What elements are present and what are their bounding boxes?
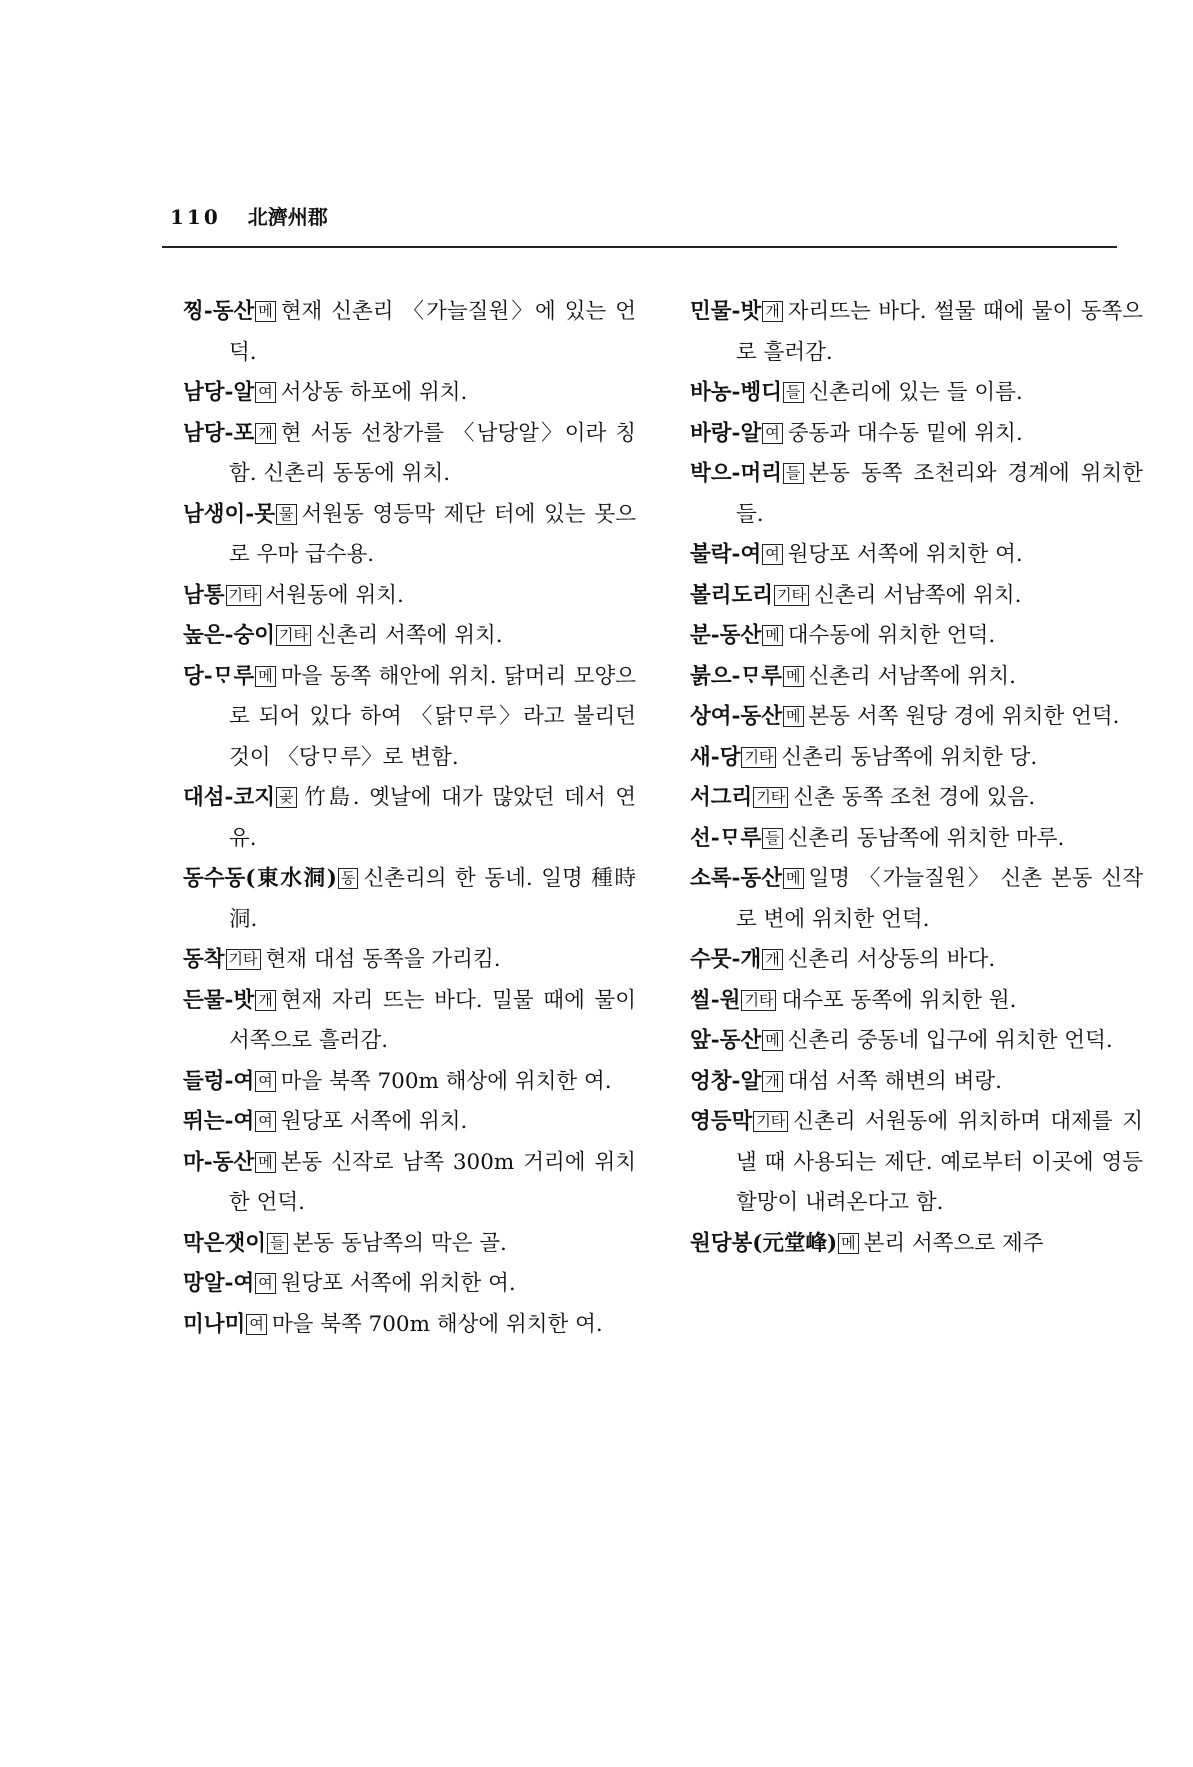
dictionary-entry xyxy=(183,1062,636,1103)
entry-category-tag: 여 xyxy=(255,1273,276,1294)
entry-headword: 영등막 xyxy=(690,1109,753,1134)
entry-definition: 현재 대섬 동쪽을 가리킴. xyxy=(265,947,501,972)
dictionary-entry xyxy=(690,535,1143,576)
entry-definition: 신촌리 동남쪽에 위치한 마루. xyxy=(787,825,1065,851)
entry-definition: 마을 동쪽 해안에 위치. 닭머리 모양으로 되어 있다 하여 〈닭ᄆᆞ루〉라고 불리던 것이 〈당ᄆᆞ루〉로 변함. xyxy=(229,663,636,770)
entry-category-tag: 들 xyxy=(783,463,804,484)
entry-definition: 서원동에 위치. xyxy=(265,582,404,608)
entry-definition: 대수포 동쪽에 위치한 원. xyxy=(781,987,1017,1013)
dictionary-entry xyxy=(183,940,636,981)
dictionary-entry xyxy=(690,819,1143,860)
entry-definition: 본동 신작로 남쪽 300m 거리에 위치한 언덕. xyxy=(229,1149,636,1215)
entry-category-tag: 들 xyxy=(783,382,804,403)
entry-category-tag: 곶 xyxy=(276,787,297,808)
entry-category-tag: 메 xyxy=(838,1233,859,1254)
entry-category-tag: 개 xyxy=(762,301,783,322)
entry-definition: 신촌리에 있는 들 이름. xyxy=(808,380,1023,405)
entry-headword: 동착 xyxy=(183,947,225,972)
entry-headword: 막은잿이 xyxy=(183,1230,267,1256)
entry-definition: 현 서동 선창가를 〈남당알〉이라 칭함. 신촌리 동동에 위치. xyxy=(229,420,636,486)
entry-category-tag: 메 xyxy=(255,1152,276,1173)
entry-definition: 원당포 서쪽에 위치한 여. xyxy=(280,1271,516,1296)
dictionary-entry xyxy=(183,495,636,576)
entry-headword: 소록-동산 xyxy=(690,866,782,891)
entry-category-tag: 여 xyxy=(246,1314,267,1335)
entry-headword: 분-동산 xyxy=(690,623,762,648)
entry-definition: 본동 동쪽 조천리와 경계에 위치한 들. xyxy=(736,461,1143,527)
entry-definition: 일명 〈가늘질원〉 신촌 본동 신작로 변에 위치한 언덕. xyxy=(736,866,1143,932)
dictionary-entry xyxy=(183,657,636,779)
entry-category-tag: 여 xyxy=(255,382,276,403)
entry-headword: 남당-포 xyxy=(183,420,255,446)
entry-category-tag: 기타 xyxy=(741,747,776,768)
entry-definition: 신촌리 서쪽에 위치. xyxy=(315,623,503,648)
entry-category-tag: 기타 xyxy=(276,625,311,646)
entry-category-tag: 기타 xyxy=(741,990,776,1011)
entry-definition: 마을 북쪽 700m 해상에 위치한 여. xyxy=(271,1311,603,1337)
entry-headword: 찡-동산 xyxy=(183,299,255,324)
entry-definition: 신촌리 서남쪽에 위치. xyxy=(814,582,1022,608)
dictionary-entry xyxy=(690,738,1143,779)
dictionary-entry xyxy=(690,940,1143,981)
entry-definition: 자리뜨는 바다. 썰물 때에 물이 동쪽으로 흘러감. xyxy=(736,299,1143,365)
dictionary-entry xyxy=(690,454,1143,535)
entry-headword: 든물-밧 xyxy=(183,987,255,1013)
entry-headword: 남당-알 xyxy=(183,380,255,405)
dictionary-entry xyxy=(183,373,636,414)
entry-definition: 신촌리 서남쪽에 위치. xyxy=(808,663,1016,689)
entry-definition: 본동 동남쪽의 막은 골. xyxy=(292,1230,507,1256)
entry-headword: 당-ᄆᆞ루 xyxy=(183,663,255,689)
entry-headword: 미나미 xyxy=(183,1311,246,1337)
dictionary-entry xyxy=(690,657,1143,698)
entry-definition: 신촌 동쪽 조천 경에 있음. xyxy=(793,785,1036,810)
dictionary-entry xyxy=(690,292,1143,373)
entry-headword: 바랑-알 xyxy=(690,420,762,446)
entry-category-tag: 메 xyxy=(783,706,804,727)
dictionary-entry xyxy=(690,373,1143,414)
dictionary-entry xyxy=(690,981,1143,1022)
entry-definition: 竹島. 옛날에 대가 많았던 데서 연유. xyxy=(229,785,636,851)
entry-definition: 대수동에 위치한 언덕. xyxy=(787,623,996,648)
entry-category-tag: 메 xyxy=(783,666,804,687)
page-title: 北濟州郡 xyxy=(247,205,328,229)
dictionary-entry xyxy=(183,1305,636,1346)
entry-category-tag: 여 xyxy=(255,1111,276,1132)
entry-definition: 중동과 대수동 밑에 위치. xyxy=(787,420,1023,446)
entry-headword: 대섬-코지 xyxy=(183,785,275,810)
dictionary-entry xyxy=(183,576,636,617)
entry-definition: 원당포 서쪽에 위치한 여. xyxy=(787,542,1023,567)
dictionary-entry xyxy=(183,292,636,373)
dictionary-entry xyxy=(690,1021,1143,1062)
dictionary-entry xyxy=(183,981,636,1062)
dictionary-entry xyxy=(690,1062,1143,1103)
entry-headword: 높은-숭이 xyxy=(183,623,275,648)
dictionary-entry xyxy=(690,1102,1143,1224)
dictionary-entry xyxy=(690,697,1143,738)
entry-headword: 바농-벵디 xyxy=(690,380,782,405)
entry-headword: 씰-원 xyxy=(690,987,741,1013)
dictionary-entry xyxy=(183,778,636,859)
entry-definition: 현재 신촌리 〈가늘질원〉에 있는 언덕. xyxy=(229,299,636,365)
entry-category-tag: 들 xyxy=(762,828,783,849)
dictionary-entry xyxy=(690,414,1143,455)
entry-definition: 현재 자리 뜨는 바다. 밀물 때에 물이 서쪽으로 흘러감. xyxy=(229,987,636,1053)
entry-headword: 동수동(東水洞) xyxy=(183,866,337,891)
dictionary-entry xyxy=(690,778,1143,819)
entry-headword: 붉으-ᄆᆞ루 xyxy=(690,663,782,689)
entry-category-tag: 기타 xyxy=(226,949,261,970)
entry-definition: 대섬 서쪽 해변의 벼랑. xyxy=(787,1068,1002,1094)
entry-category-tag: 동 xyxy=(338,868,359,889)
entry-headword: 망알-여 xyxy=(183,1271,255,1296)
entry-headword: 선-ᄆᆞ루 xyxy=(690,825,762,851)
entry-category-tag: 여 xyxy=(762,423,783,444)
entry-category-tag: 기타 xyxy=(753,1111,788,1132)
entry-headword: 남통 xyxy=(183,582,225,608)
dictionary-entry xyxy=(183,1264,636,1305)
entry-definition: 신촌리 서원동에 위치하며 대제를 지낼 때 사용되는 제단. 예로부터 이곳에 영등할망이 내려온다고 함. xyxy=(736,1109,1143,1215)
entry-definition: 마을 북쪽 700m 해상에 위치한 여. xyxy=(280,1068,612,1094)
entry-category-tag: 개 xyxy=(762,949,783,970)
page-number: 110 xyxy=(170,205,221,229)
dictionary-entry xyxy=(183,1102,636,1143)
entry-definition: 신촌리 동남쪽에 위치한 당. xyxy=(781,744,1038,770)
entry-headword: 볼리도리 xyxy=(690,582,774,608)
entry-definition: 신촌리 서상동의 바다. xyxy=(787,947,996,972)
entry-headword: 들렁-여 xyxy=(183,1068,255,1094)
dictionary-entry xyxy=(183,1224,636,1265)
entry-category-tag: 개 xyxy=(255,423,276,444)
left-column xyxy=(183,292,636,1345)
entry-definition: 본리 서쪽으로 제주 xyxy=(863,1230,1044,1256)
entry-category-tag: 기타 xyxy=(753,787,788,808)
entry-headword: 불락-여 xyxy=(690,542,762,567)
entry-headword: 서그리 xyxy=(690,785,753,810)
entry-headword: 엉창-알 xyxy=(690,1068,762,1094)
dictionary-entry xyxy=(183,1143,636,1224)
entry-headword: 원당봉(元堂峰) xyxy=(690,1230,838,1256)
entry-category-tag: 여 xyxy=(762,544,783,565)
entry-definition: 본동 서쪽 원당 경에 위치한 언덕. xyxy=(808,704,1120,729)
entry-category-tag: 개 xyxy=(255,990,276,1011)
entry-headword: 상여-동산 xyxy=(690,704,782,729)
entry-headword: 민물-밧 xyxy=(690,299,762,324)
entry-category-tag: 개 xyxy=(762,1071,783,1092)
entry-headword: 새-당 xyxy=(690,744,741,770)
entry-definition: 서상동 하포에 위치. xyxy=(280,380,468,405)
entry-category-tag: 기타 xyxy=(774,585,809,606)
entry-definition: 신촌리의 한 동네. 일명 種時洞. xyxy=(229,866,637,932)
entry-category-tag: 들 xyxy=(267,1233,288,1254)
entry-category-tag: 물 xyxy=(276,504,297,525)
dictionary-entry xyxy=(690,1224,1143,1265)
entry-headword: 남생이-못 xyxy=(183,501,275,527)
entry-headword: 수뭇-개 xyxy=(690,947,762,972)
entry-category-tag: 메 xyxy=(255,666,276,687)
dictionary-entry xyxy=(183,414,636,495)
entry-headword: 박으-머리 xyxy=(690,461,782,486)
entry-definition: 원당포 서쪽에 위치. xyxy=(280,1109,468,1134)
entry-category-tag: 기타 xyxy=(226,585,261,606)
entry-category-tag: 메 xyxy=(762,625,783,646)
entry-category-tag: 메 xyxy=(762,1030,783,1051)
entry-category-tag: 여 xyxy=(255,1071,276,1092)
dictionary-entry xyxy=(690,859,1143,940)
entry-category-tag: 메 xyxy=(255,301,276,322)
dictionary-entry xyxy=(690,616,1143,657)
entry-headword: 마-동산 xyxy=(183,1149,255,1175)
dictionary-entry xyxy=(183,859,636,940)
dictionary-entry xyxy=(690,576,1143,617)
entry-headword: 앞-동산 xyxy=(690,1028,762,1053)
entry-category-tag: 메 xyxy=(783,868,804,889)
entry-definition: 서원동 영등막 제단 터에 있는 못으로 우마 급수용. xyxy=(229,501,636,567)
entry-definition: 신촌리 중동네 입구에 위치한 언덕. xyxy=(787,1028,1113,1053)
entry-headword: 뛰는-여 xyxy=(183,1109,255,1134)
page-header xyxy=(170,203,1113,231)
dictionary-entry xyxy=(183,616,636,657)
header-rule xyxy=(162,246,1117,248)
right-column xyxy=(690,292,1143,1264)
